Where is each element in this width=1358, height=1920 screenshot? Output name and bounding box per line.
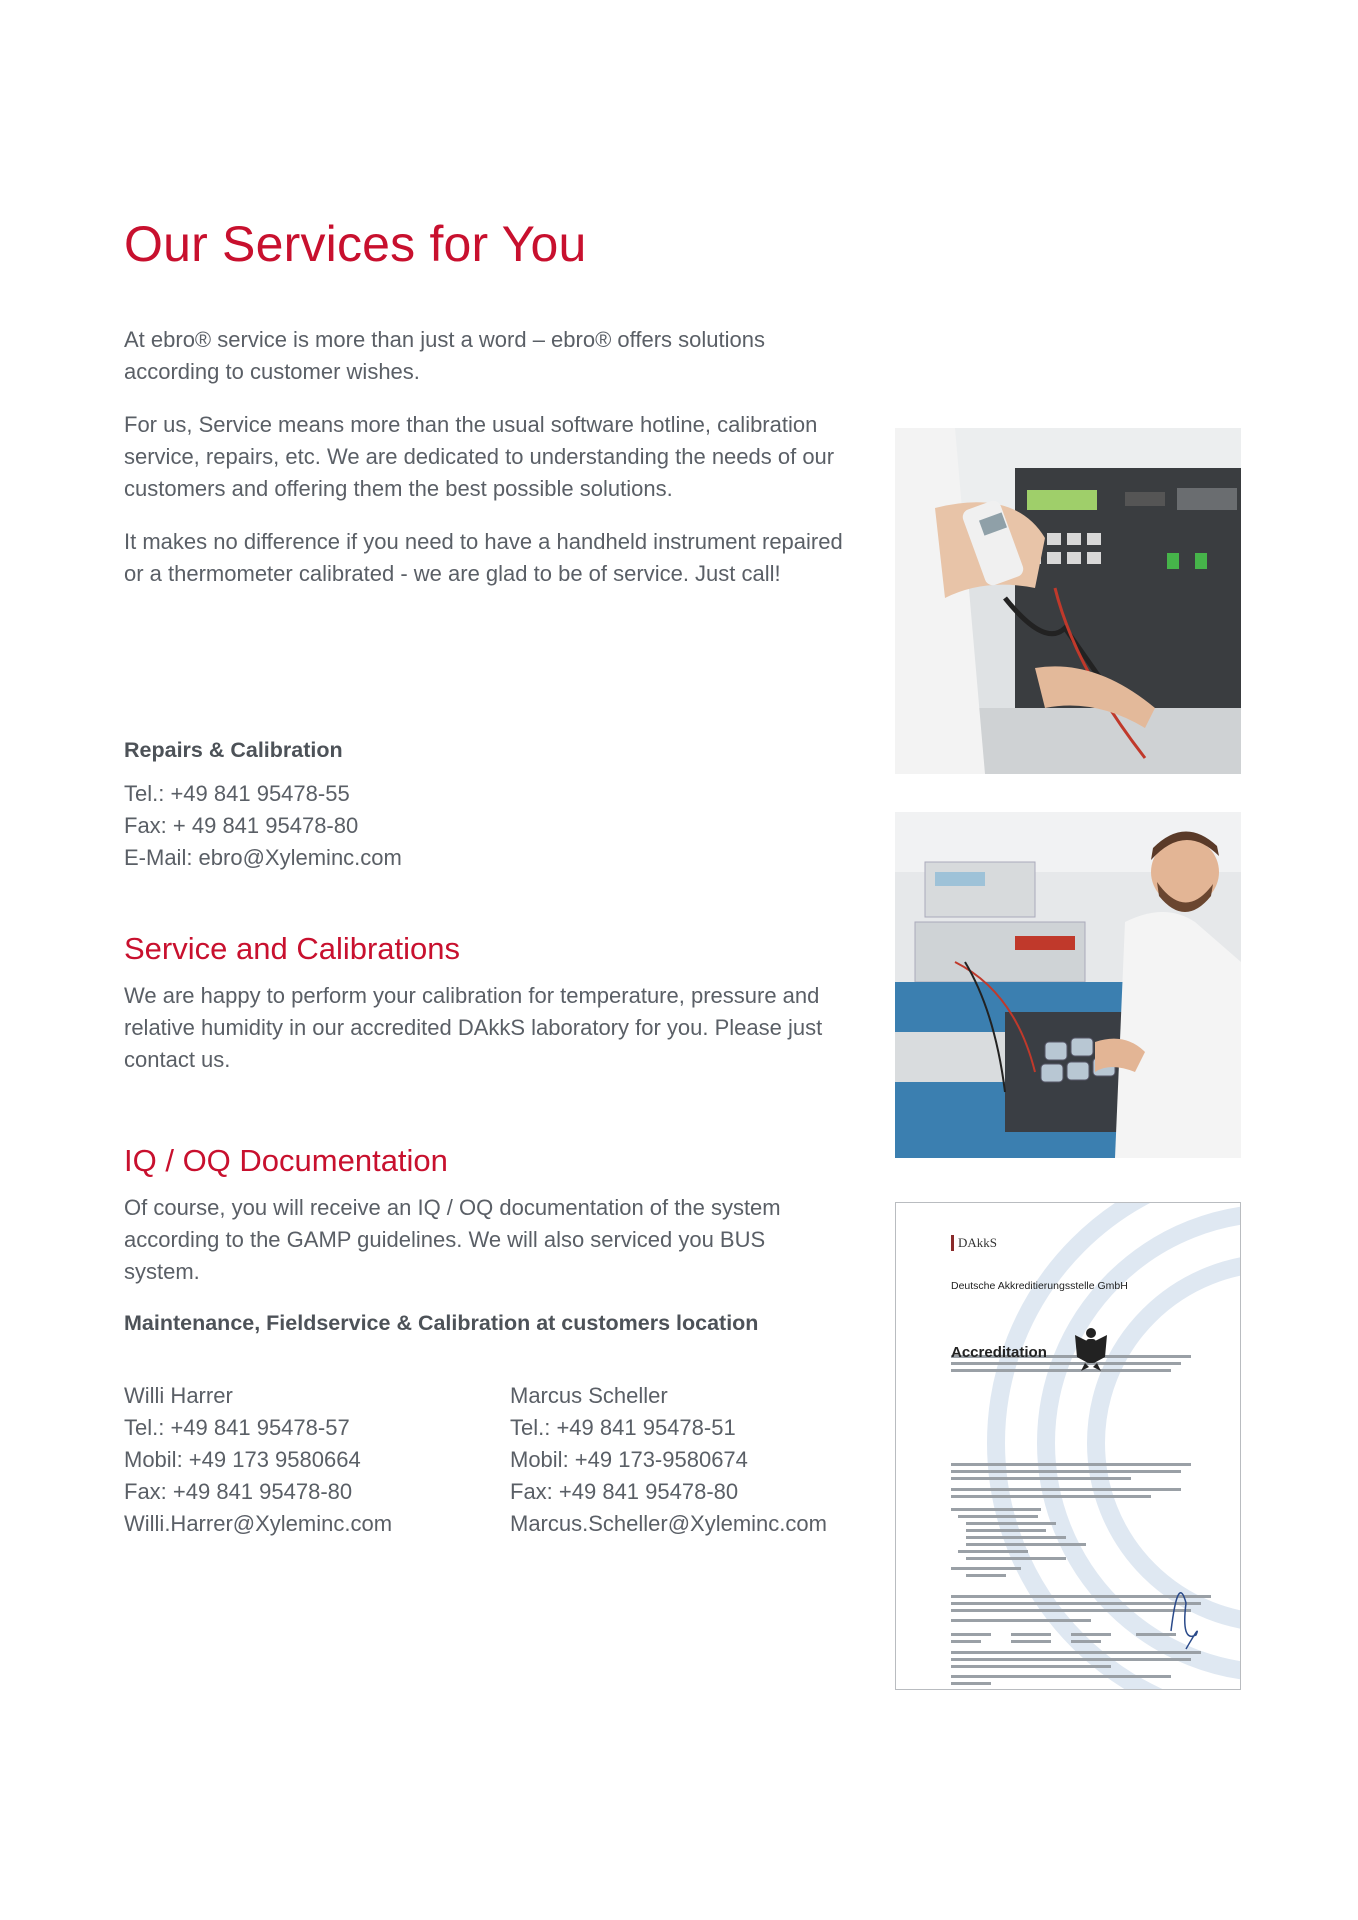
contact-name: Marcus Scheller [510, 1383, 668, 1408]
contact-marcus-scheller [510, 1380, 827, 1540]
dakks-logo: DAkkS [951, 1235, 997, 1251]
contact-email[interactable]: Willi.Harrer@Xyleminc.com [124, 1511, 393, 1536]
contact-willi-harrer [124, 1380, 392, 1540]
contact-email[interactable]: Marcus.Scheller@Xyleminc.com [510, 1511, 827, 1536]
contact-tel: Tel.: +49 841 95478-57 [124, 1415, 350, 1440]
contact-name: Willi Harrer [124, 1383, 233, 1408]
repairs-heading: Repairs & Calibration [124, 738, 343, 762]
intro-paragraph-3: It makes no difference if you need to have a handheld instrument repaired or a thermometer calibrated - we are glad to be of service. Just call! [124, 529, 843, 586]
repairs-contact [124, 778, 402, 874]
page-title: Our Services for You [124, 216, 587, 272]
maintenance-heading: Maintenance, Fieldservice & Calibration at customers location [124, 1311, 759, 1335]
intro-paragraph-1: At ebro® service is more than just a word – ebro® offers solutions according to customer wishes. [124, 327, 765, 384]
contact-fax: Fax: +49 841 95478-80 [124, 1479, 353, 1504]
iq-oq-heading: IQ / OQ Documentation [124, 1143, 448, 1178]
service-calibrations-heading: Service and Calibrations [124, 931, 461, 966]
iq-oq-text: Of course, you will receive an IQ / OQ documentation of the system according to the GAMP guidelines. We will also serviced you BUS system. [124, 1195, 781, 1284]
certificate-org: Deutsche Akkreditierungsstelle GmbH [951, 1280, 1128, 1292]
repairs-email[interactable]: E-Mail: ebro@Xyleminc.com [124, 845, 402, 870]
lab-photo-handheld-instrument [895, 428, 1241, 774]
contact-mobil: Mobil: +49 173 9580664 [124, 1447, 361, 1472]
accreditation-certificate [895, 1202, 1241, 1690]
lab-photo-calibration-chamber [895, 812, 1241, 1158]
intro-paragraph-2: For us, Service means more than the usual software hotline, calibration service, repairs, etc. We are dedicated to understanding the needs of our customers and offering them the best possible solutions. [124, 412, 835, 501]
service-calibrations-text: We are happy to perform your calibration for temperature, pressure and relative humidity in our accredited DAkkS laboratory for you. Please just contact us. [124, 983, 823, 1072]
contact-tel: Tel.: +49 841 95478-51 [510, 1415, 736, 1440]
contact-fax: Fax: +49 841 95478-80 [510, 1479, 739, 1504]
repairs-tel: Tel.: +49 841 95478-55 [124, 781, 350, 806]
repairs-fax: Fax: + 49 841 95478-80 [124, 813, 359, 838]
contact-mobil: Mobil: +49 173-9580674 [510, 1447, 748, 1472]
certificate-title: Accreditation [951, 1344, 1047, 1361]
